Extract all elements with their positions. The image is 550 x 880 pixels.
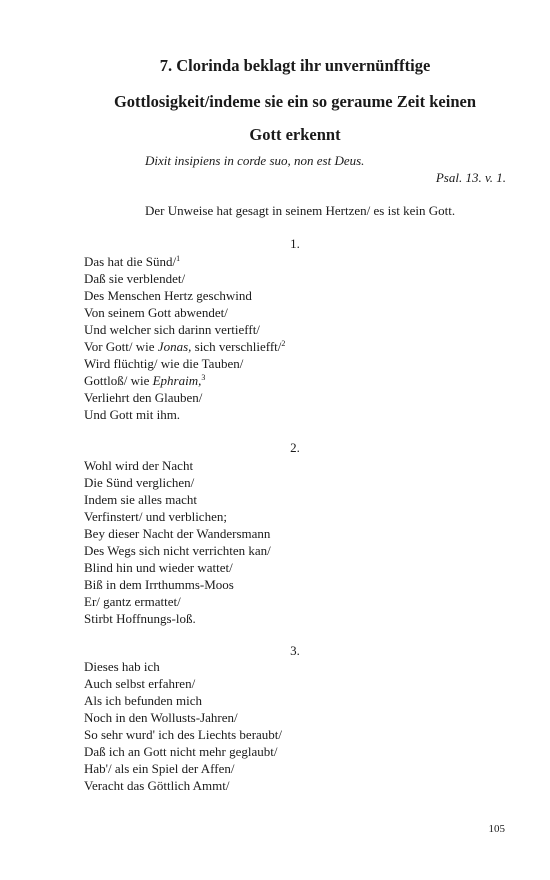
verse-line: Des Menschen Hertz geschwind <box>84 288 252 303</box>
stanza-3 <box>84 658 282 794</box>
verse-line: Des Wegs sich nicht verrichten kan/ <box>84 543 271 558</box>
footnote-marker: 2 <box>281 339 286 348</box>
verse-line: Blind hin und wieder wattet/ <box>84 560 233 575</box>
verse-line: Daß sie verblendet/ <box>84 271 186 286</box>
verse-line: Gottloß/ wie Ephraim,$^3$ <box>84 373 206 388</box>
verse-line: Das hat die Sünd/$^1$ <box>84 254 181 269</box>
psalm-reference: Psal. 13. v. 1. <box>435 170 506 185</box>
verse-line: Veracht das Göttlich Ammt/ <box>84 778 230 793</box>
verse-line: Verliehrt den Glauben/ <box>84 390 203 405</box>
verse-line: Und welcher sich darinn vertiefft/ <box>84 322 260 337</box>
latin-motto: Dixit insipiens in corde suo, non est Deus. <box>145 153 365 168</box>
footnote-marker: 1 <box>176 254 181 263</box>
motto-translation: Der Unweise hat gesagt in seinem Hertzen/ es ist kein Gott. <box>145 203 456 218</box>
poem-title-line-3: Gott erkennt <box>249 125 341 144</box>
verse-line: So sehr wurd' ich des Liechts beraubt/ <box>84 727 283 742</box>
verse-line: Stirbt Hoffnungs-loß. <box>84 611 196 626</box>
verse-line: Noch in den Wollusts-Jahren/ <box>84 710 238 725</box>
poem-title-line-2: Gottlosigkeit/indeme sie ein so geraume Zeit keinen <box>113 92 477 111</box>
stanza-2 <box>84 457 271 627</box>
verse-line: Die Sünd verglichen/ <box>84 475 195 490</box>
stanza-number-1: 1. <box>290 236 300 251</box>
verse-line: Verfinstert/ und verblichen; <box>84 509 227 524</box>
verse-line: Bey dieser Nacht der Wandersmann <box>84 526 271 541</box>
footnote-marker: 3 <box>201 373 206 382</box>
verse-line: Von seinem Gott abwendet/ <box>84 305 228 320</box>
verse-line: Wird flüchtig/ wie die Tauben/ <box>84 356 244 371</box>
verse-line: Daß ich an Gott nicht mehr geglaubt/ <box>84 744 278 759</box>
verse-line: Indem sie alles macht <box>84 492 197 507</box>
verse-line: Und Gott mit ihm. <box>84 407 181 422</box>
verse-line: Dieses hab ich <box>84 659 160 674</box>
stanza-number-2: 2. <box>290 440 300 455</box>
verse-line: Biß in dem Irrthumms-Moos <box>84 577 234 592</box>
verse-line: Wohl wird der Nacht <box>84 458 194 473</box>
verse-line: Er/ gantz ermattet/ <box>84 594 181 609</box>
stanza-1 <box>84 253 285 423</box>
verse-line: Auch selbst erfahren/ <box>84 676 196 691</box>
stanza-number-3: 3. <box>290 643 300 658</box>
verse-line: Hab'/ als ein Spiel der Affen/ <box>84 761 235 776</box>
verse-line: Vor Gott/ wie Jonas, sich verschliefft/$^2$ <box>84 339 286 354</box>
verse-line: Als ich befunden mich <box>84 693 203 708</box>
poem-title-line-1: 7. Clorinda beklagt ihr unvernünfftige <box>159 56 431 75</box>
page-number: 105 <box>488 823 505 835</box>
